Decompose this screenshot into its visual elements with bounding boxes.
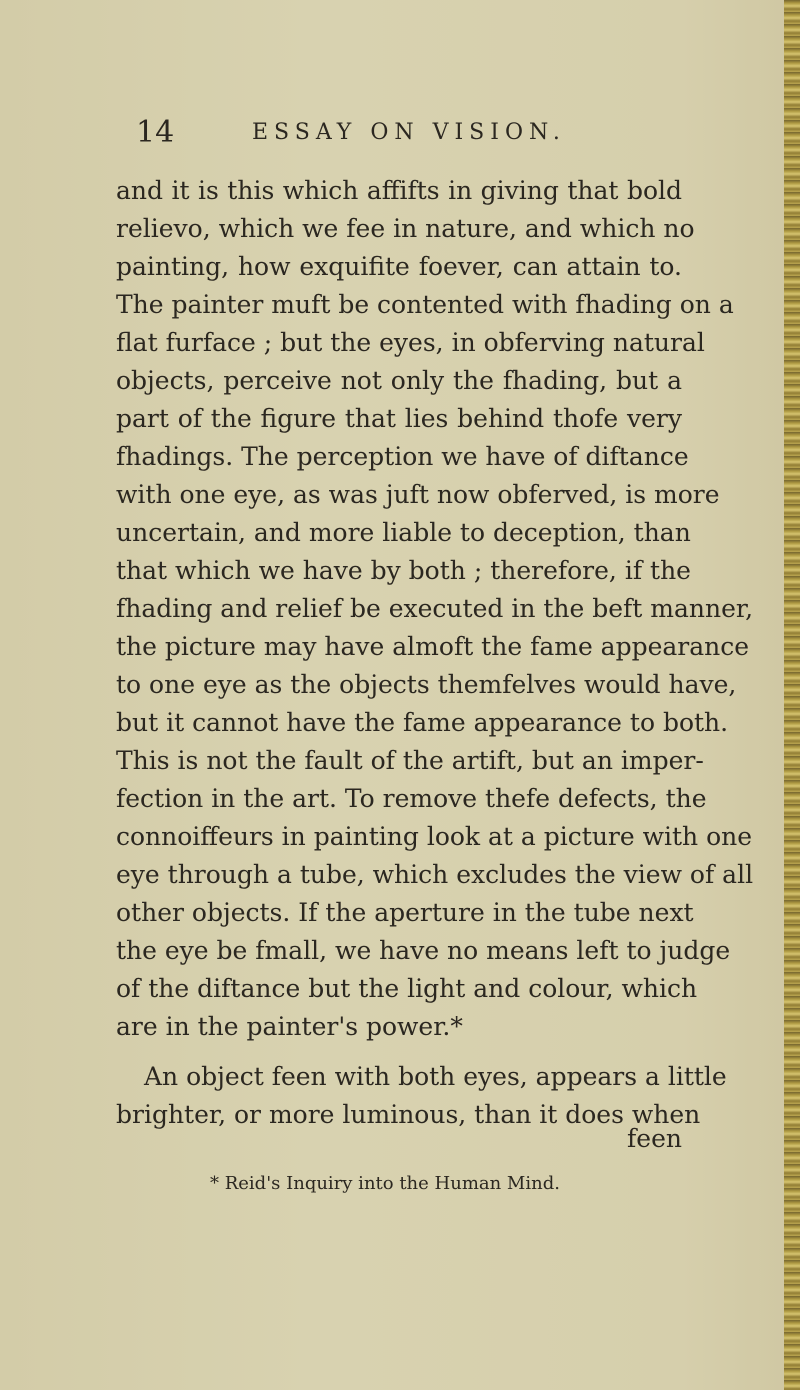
text-line: of the diftance but the light and colour, which <box>116 974 698 1003</box>
text-line: other objects. If the aperture in the tube next <box>116 898 694 927</box>
text-line: uncertain, and more liable to deception, than <box>116 518 691 547</box>
text-line: fection in the art. To remove thefe defects, the <box>116 784 707 813</box>
text-line: An object feen with both eyes, appears a little <box>144 1062 727 1091</box>
text-line: but it cannot have the fame appearance to both. <box>116 708 729 737</box>
text-line: the eye be fmall, we have no means left to judge <box>116 936 731 965</box>
page-header <box>136 115 696 158</box>
footnote: * Reid's Inquiry into the Human Mind. <box>210 1173 560 1194</box>
paragraph-gap <box>116 1046 682 1058</box>
text-line: part of the figure that lies behind thofe very <box>116 404 682 433</box>
text-line: relievo, which we fee in nature, and which no <box>116 214 695 243</box>
gilt-page-edge <box>784 0 800 1390</box>
text-line: to one eye as the objects themfelves would have, <box>116 670 737 699</box>
text-line: that which we have by both ; therefore, if the <box>116 556 691 585</box>
text-line: fhading and relief be executed in the beft manner, <box>116 594 754 623</box>
text-line: connoiffeurs in painting look at a picture with one <box>116 822 753 851</box>
text-line: objects, perceive not only the fhading, but a <box>116 366 682 395</box>
text-line: painting, how exquifite foever, can attain to. <box>116 252 682 281</box>
text-line: The painter muft be contented with fhading on a <box>116 290 734 319</box>
running-head: ESSAY ON VISION. <box>252 120 566 145</box>
page-number: 14 <box>136 115 175 150</box>
text-line: with one eye, as was juft now obferved, is more <box>116 480 720 509</box>
text-line: flat furface ; but the eyes, in obferving natural <box>116 328 705 357</box>
text-line: the picture may have almoft the fame appearance <box>116 632 750 661</box>
text-line: This is not the fault of the artift, but an imper- <box>116 746 704 775</box>
text-line: eye through a tube, which excludes the view of all <box>116 860 754 889</box>
body-text <box>116 172 754 1134</box>
text-line: fhadings. The perception we have of diftance <box>116 442 689 471</box>
catchword: feen <box>627 1124 682 1153</box>
text-line: brighter, or more luminous, than it does when <box>116 1100 701 1129</box>
text-line: are in the painter's power.* <box>116 1012 463 1041</box>
text-line: and it is this which affifts in giving that bold <box>116 176 682 205</box>
